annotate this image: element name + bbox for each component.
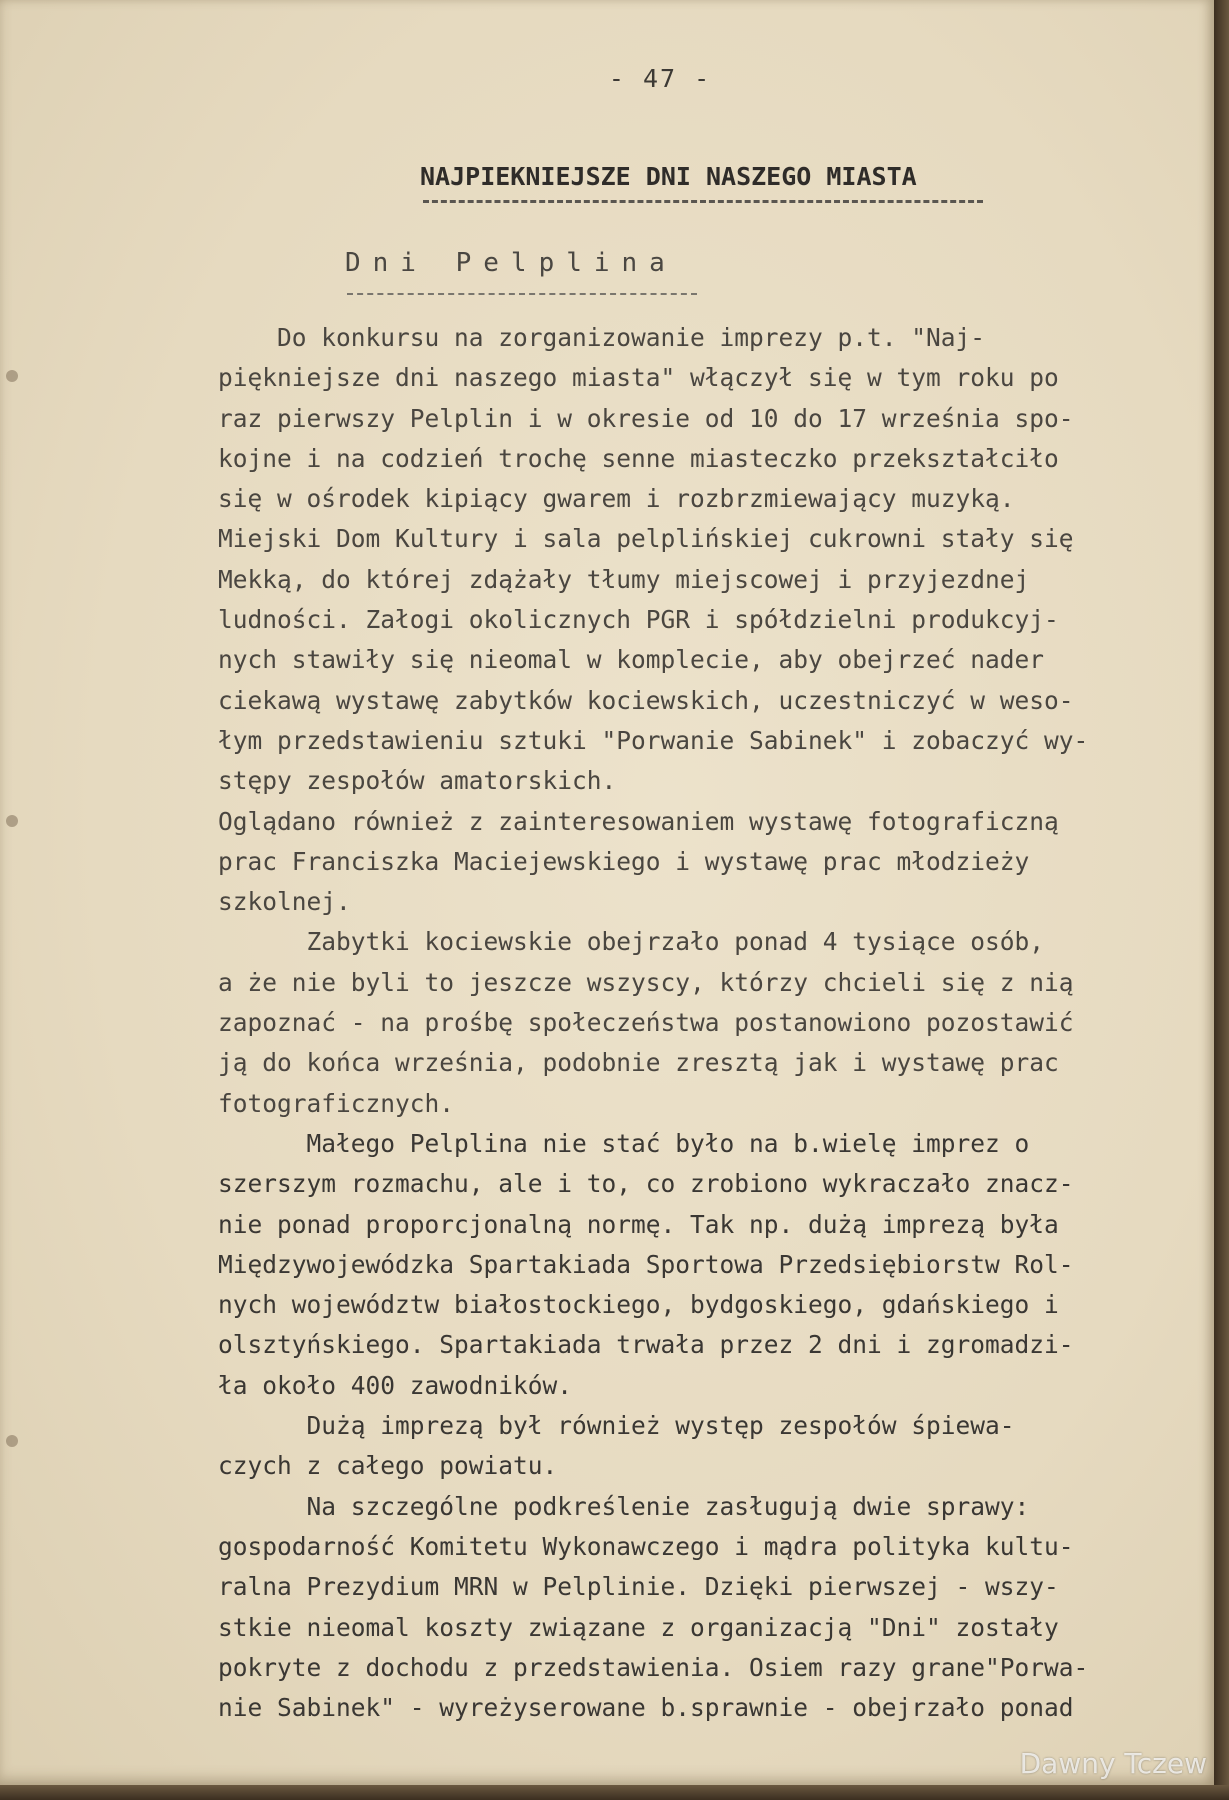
- scan-edge-right: [1214, 0, 1229, 1800]
- page-number: - 47 -: [608, 64, 712, 93]
- text-line: Małego Pelplina nie stać było na b.wielę imprez o: [218, 1128, 1030, 1158]
- text-line: stępy zespołów amatorskich.: [218, 766, 617, 796]
- text-line: kojne i na codzień trochę senne miasteczko przekształciło: [218, 443, 1059, 473]
- text-line: nie ponad proporcjonalną normę. Tak np. dużą imprezą była: [218, 1209, 1059, 1239]
- text-line: Na szczególne podkreślenie zasługują dwie sprawy:: [218, 1491, 1030, 1521]
- text-line: a że nie byli to jeszcze wszyscy, którzy chcieli się z nią: [218, 967, 1074, 997]
- text-line: nie Sabinek" - wyreżyserowane b.sprawnie - obejrzało ponad: [218, 1693, 1074, 1723]
- text-line: gospodarność Komitetu Wykonawczego i mądra polityka kultu-: [218, 1531, 1074, 1561]
- text-line: ralna Prezydium MRN w Pelplinie. Dzięki pierwszej - wszy-: [218, 1572, 1059, 1602]
- text-line: Oglądano również z zainteresowaniem wystawę fotograficzną: [218, 806, 1059, 836]
- text-line: nych województw białostockiego, bydgoskiego, gdańskiego i: [218, 1290, 1059, 1320]
- title-underline: [423, 200, 983, 203]
- text-line: piękniejsze dni naszego miasta" włączył się w tym roku po: [218, 363, 1059, 393]
- text-line: Do konkursu na zorganizowanie imprezy p.t. "Naj-: [218, 323, 986, 352]
- text-line: nych stawiły się nieomal w komplecie, aby obejrzeć nader: [218, 645, 1045, 675]
- binding-hole-mark: [6, 815, 18, 827]
- text-line: ciekawą wystawę zabytków kociewskich, uczestniczyć w weso-: [218, 685, 1074, 715]
- text-line: stkie nieomal koszty związane z organizacją "Dni" zostały: [218, 1612, 1059, 1642]
- text-line: szkolnej.: [218, 887, 351, 917]
- text-line: Dużą imprezą był również występ zespołów śpiewa-: [218, 1411, 1015, 1441]
- text-line: Miejski Dom Kultury i sala pelplińskiej cukrowni stały się: [218, 524, 1074, 554]
- text-line: fotograficznych.: [218, 1088, 455, 1118]
- text-line: olsztyńskiego. Spartakiada trwała przez 2 dni i zgromadzi-: [218, 1330, 1074, 1360]
- text-line: Mekką, do której zdążały tłumy miejscowej i przyjezdnej: [218, 564, 1030, 594]
- section-heading-underline: [347, 293, 697, 295]
- text-line: czych z całego powiatu.: [218, 1451, 558, 1481]
- scan-edge-bottom: [0, 1785, 1229, 1800]
- text-line: się w ośrodek kipiący gwarem i rozbrzmiewający muzyką.: [218, 484, 1015, 514]
- text-line: pokryte z dochodu z przedstawienia. Osiem razy grane"Porwa-: [218, 1652, 1089, 1682]
- text-line: szerszym rozmachu, ale i to, co zrobiono wykraczało znacz-: [218, 1169, 1074, 1199]
- text-line: ją do końca września, podobnie zresztą jak i wystawę prac: [218, 1048, 1059, 1078]
- text-line: Zabytki kociewskie obejrzało ponad 4 tysiące osób,: [218, 927, 1045, 957]
- watermark: Dawny Tczew: [1019, 1747, 1207, 1780]
- binding-hole-mark: [6, 370, 18, 382]
- binding-hole-mark: [6, 1435, 18, 1447]
- text-line: raz pierwszy Pelplin i w okresie od 10 do 17 września spo-: [218, 403, 1074, 433]
- body-text: [218, 318, 1208, 1728]
- section-heading: Dni Pelplina: [345, 248, 677, 278]
- text-line: prac Franciszka Maciejewskiego i wystawę prac młodzieży: [218, 846, 1030, 876]
- text-line: ludności. Załogi okolicznych PGR i spółdzielni produkcyj-: [218, 605, 1059, 635]
- text-line: Międzywojewódzka Spartakiada Sportowa Przedsiębiorstw Rol-: [218, 1249, 1074, 1279]
- text-line: ła około 400 zawodników.: [218, 1370, 573, 1400]
- page-title: NAJPIEKNIEJSZE DNI NASZEGO MIASTA: [420, 162, 917, 191]
- text-line: zapoznać - na prośbę społeczeństwa postanowiono pozostawić: [218, 1008, 1074, 1038]
- text-line: łym przedstawieniu sztuki "Porwanie Sabinek" i zobaczyć wy-: [218, 725, 1089, 755]
